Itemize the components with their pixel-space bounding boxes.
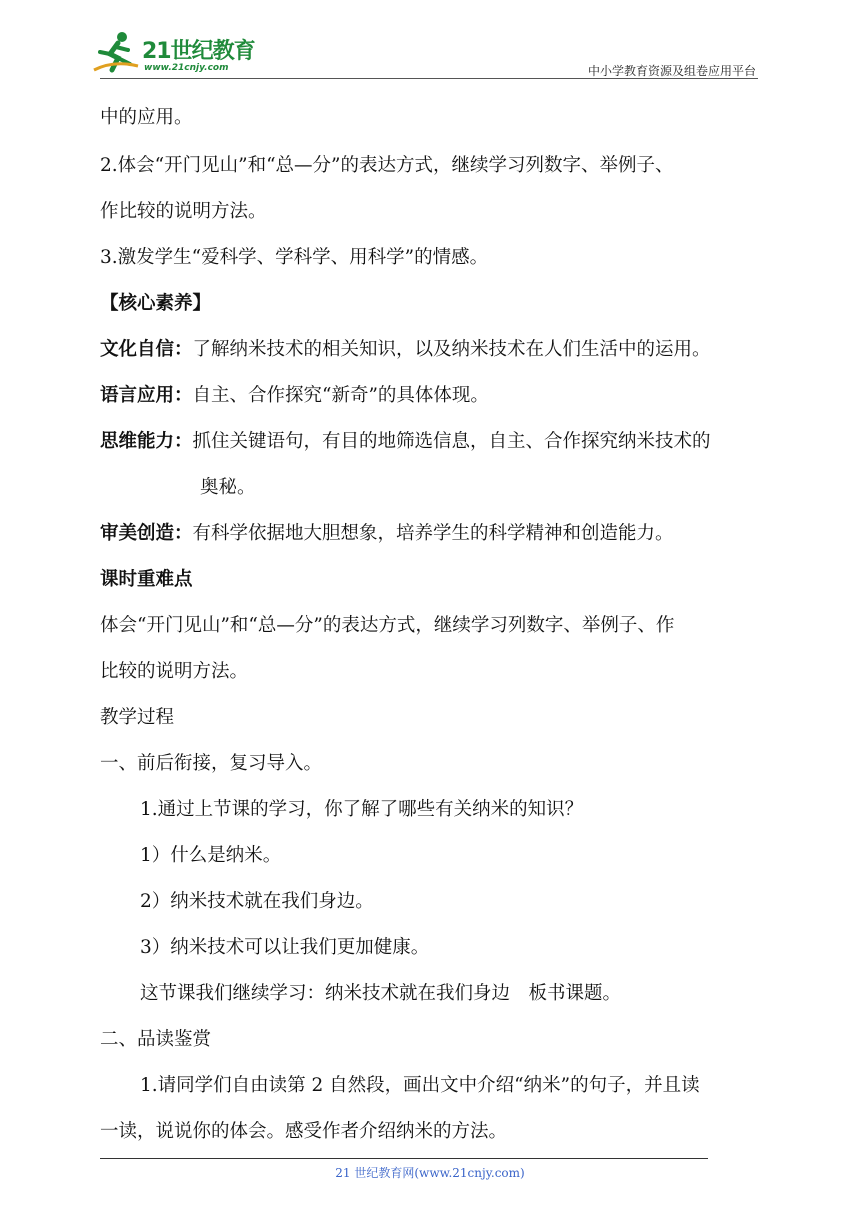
list-item: 1）什么是纳米。 <box>140 845 282 866</box>
page-header <box>0 0 860 80</box>
item-text: 了解纳米技术的相关知识，以及纳米技术在人们生活中的运用。 <box>192 339 711 360</box>
text-line: 中的应用。 <box>100 107 193 128</box>
text-line: 作比较的说明方法。 <box>100 201 267 222</box>
list-item: 2）纳米技术就在我们身边。 <box>140 891 374 912</box>
section-heading: 教学过程 <box>100 707 175 728</box>
section-heading: 【核心素养】 <box>100 293 212 314</box>
footer-divider <box>100 1158 708 1159</box>
item-text: 有科学依据地大胆想象，培养学生的科学精神和创造能力。 <box>192 523 674 544</box>
text-line: 一读，说说你的体会。感受作者介绍纳米的方法。 <box>100 1121 508 1142</box>
item-label: 思维能力： <box>100 431 193 452</box>
item-text: 抓住关键语句，有目的地筛选信息，自主、合作探究纳米技术的 <box>192 431 711 452</box>
runner-logo-icon <box>92 30 140 76</box>
text-line: 体会“开门见山”和“总—分”的表达方式，继续学习列数字、举例子、作 <box>100 615 675 636</box>
text-line: 3.激发学生“爱科学、学科学、用科学”的情感。 <box>100 247 489 268</box>
text-line: 奥秘。 <box>200 477 256 498</box>
header-divider <box>100 78 758 79</box>
item-label: 语言应用： <box>100 385 193 406</box>
site-logo <box>92 30 267 78</box>
text-line <box>100 522 674 546</box>
section-heading: 课时重难点 <box>100 569 193 590</box>
list-item: 3）纳米技术可以让我们更加健康。 <box>140 937 430 958</box>
text-line <box>100 430 711 454</box>
text-line: 比较的说明方法。 <box>100 661 249 682</box>
text-line: 二、品读鉴赏 <box>100 1029 212 1050</box>
logo-url: www.21cnjy.com <box>144 63 229 73</box>
text-line: 这节课我们继续学习：纳米技术就在我们身边 板书课题。 <box>140 983 622 1004</box>
header-platform-name: 中小学教育资源及组卷应用平台 <box>587 64 756 78</box>
page-footer: 21 世纪教育网(www.21cnjy.com) <box>335 1166 525 1180</box>
item-label: 审美创造： <box>100 523 193 544</box>
text-line <box>100 384 489 408</box>
text-line: 1.请同学们自由读第 2 自然段，画出文中介绍“纳米”的句子，并且读 <box>140 1075 700 1096</box>
item-text: 自主、合作探究“新奇”的具体体现。 <box>192 385 489 406</box>
text-line: 一、前后衔接，复习导入。 <box>100 753 323 774</box>
text-line: 2.体会“开门见山”和“总—分”的表达方式，继续学习列数字、举例子、 <box>100 155 674 176</box>
item-label: 文化自信： <box>100 339 193 360</box>
logo-text: 21世纪教育 <box>142 39 255 64</box>
text-line <box>100 338 711 362</box>
text-line: 1.通过上节课的学习，你了解了哪些有关纳米的知识？ <box>140 799 584 820</box>
